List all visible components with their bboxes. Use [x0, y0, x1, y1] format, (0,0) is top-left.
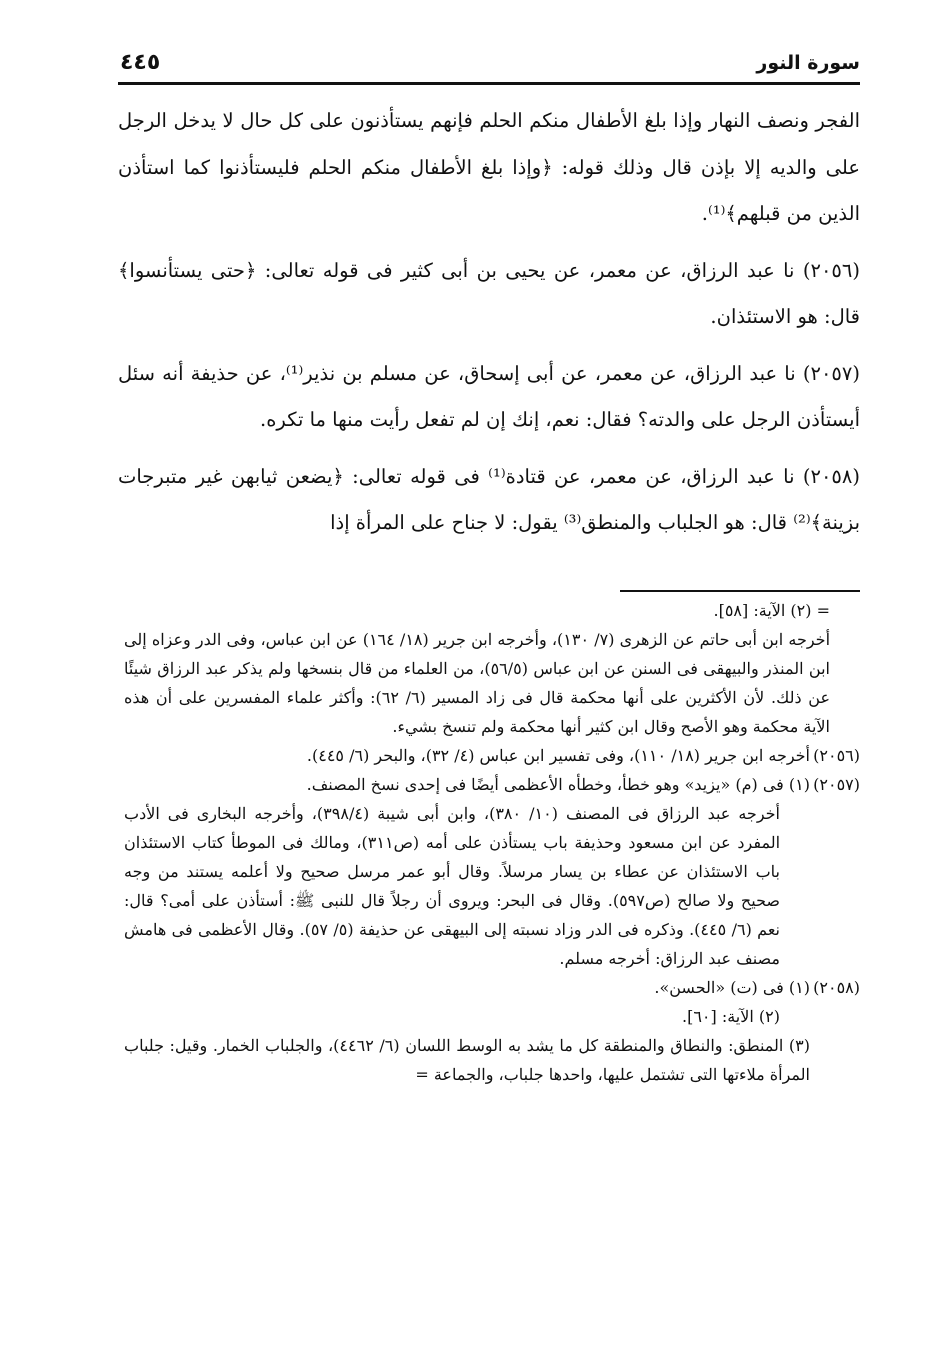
footnotes [124, 596, 860, 1089]
surah-title: سورة النور [756, 52, 860, 74]
page-number: ٤٤٥ [120, 50, 161, 75]
footnote-item [124, 770, 860, 799]
footnote-item [124, 596, 860, 625]
footnote-item [124, 625, 860, 741]
footnote-text: (١) فى (م) «يزيد» وهو خطأ، وخطأه الأعظمى أيضًا فى إحدى نسخ المصنف. [306, 775, 810, 794]
page-header [118, 42, 860, 85]
footnote-number: (٢٠٥٧) [813, 775, 860, 794]
footnote-text: (٣) المنطق: والنطاق والمنطقة كل ما يشد به الوسط اللسان (٦/ ٤٤٦٢)، والجلباب الخمار. وقيل: جلباب المرأة ملاءتها التى تشتمل عليها، واحدها جلباب، والجماعة = [124, 1036, 811, 1084]
footnote-separator [620, 590, 860, 592]
footnote-item [124, 1002, 860, 1031]
footnote-text: أخرجه عبد الرزاق فى المصنف (١٠/ ٣٨٠)، وابن أبى شيبة (٣٩٨/٤)، وأخرجه البخارى فى الأدب المفرد عن ابن مسعود وحذيفة باب يستأذن على أمه (ص٣١١)، ومالك فى الموطأ كتاب الاستئذان باب الاستئذان عن عطاء بن يسار مرسلاً. وقال أبو عمر مرسل صحيح ولا أعلمه يستند من وجه صحيح ولا صالح (ص٥٩٧). وقال فى البحر: ويروى أن رجلاً قال للنبى ﷺ: أستأذن على أمى؟ قال: نعم (٦/ ٤٤٥). وذكره فى الدر وزاد نسبته إلى البيهقى عن حذيفة (٥/ ٥٧). وقال الأعظمى فى هامش مصنف عبد الرزاق: أخرجه مسلم. [124, 804, 781, 968]
paragraph-2056: (٢٠٥٦) نا عبد الرزاق، عن معمر، عن يحيى بن أبى كثير فى قوله تعالى: ﴿حتى يستأنسوا﴾ قال: هو الاستئذان. [118, 258, 860, 328]
paragraph-2058: (٢٠٥٨) نا عبد الرزاق، عن معمر، عن قتادة⁽¹⁾ فى قوله تعالى: ﴿يضعن ثيابهن غير متبرجات بزينة﴾⁽²⁾ قال: هو الجلباب والمنطق⁽³⁾ يقول: لا جناح على المرأة إذا [118, 464, 860, 534]
paragraph-2057: (٢٠٥٧) نا عبد الرزاق، عن معمر، عن أبى إسحاق، عن مسلم بن نذير⁽¹⁾، عن حذيفة أنه سئل أيستأذن الرجل على والدته؟ فقال: نعم، إنك إن لم تفعل رأيت منها ما تكره. [118, 361, 860, 431]
footnote-text: (٢) الآية: [٦٠]. [681, 1007, 780, 1026]
footnote-item [124, 1031, 860, 1089]
footnote-text: = (٢) الآية: [٥٨]. [713, 601, 830, 620]
footnote-number: (٢٠٥٨) [813, 978, 860, 997]
footnote-item [124, 973, 860, 1002]
footnote-item [124, 741, 860, 770]
main-text [118, 98, 860, 547]
footnote-text: أخرجه ابن أبى حاتم عن الزهرى (٧/ ١٣٠)، وأخرجه ابن جرير (١٨/ ١٦٤) عن ابن عباس، وفى الدر وعزاه إلى ابن المنذر والبيهقى فى السنن عن ابن عباس (٥٦/٥)، من العلماء من قال بنسخها ولم يذكر عبد الرزاق شيئًا عن ذلك. لأن الأكثرين على أنها محكمة قال فى زاد المسير (٦/ ٦٢): وأكثر علماء المفسرين على أن هذه الآية محكمة وهو الأصح وقال ابن كثير أنها محكمة ولم تنسخ بشيء. [124, 630, 831, 736]
footnote-text: (١) فى (ت) «الحسن». [654, 978, 810, 997]
footnote-text: أخرجه ابن جرير (١٨/ ١١٠)، وفى تفسير ابن عباس (٤/ ٣٢)، والبحر (٦/ ٤٤٥). [306, 746, 810, 765]
footnote-item [124, 799, 860, 973]
footnote-number: (٢٠٥٦) [813, 746, 860, 765]
paragraph-continuation: الفجر ونصف النهار وإذا بلغ الأطفال منكم الحلم فإنهم يستأذنون على كل حال لا يدخل الرجل على والديه إلا بإذن قال وذلك قوله: ﴿وإذا بلغ الأطفال منكم الحلم فليستأذنوا كما استأذن الذين من قبلهم﴾⁽¹⁾. [118, 109, 860, 225]
